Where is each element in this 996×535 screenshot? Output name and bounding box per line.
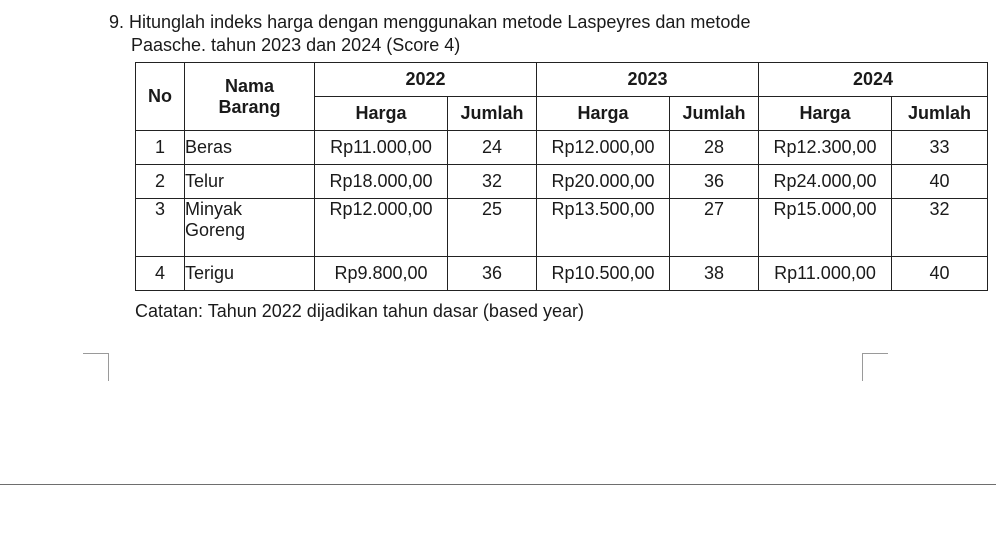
cell-nama <box>185 199 315 257</box>
table-note: Catatan: Tahun 2022 dijadikan tahun dasar (based year) <box>135 301 584 321</box>
cell-jumlah: 32 <box>892 199 988 257</box>
cell-jumlah: 27 <box>670 199 759 257</box>
header-no: No <box>136 63 185 131</box>
header-year-2024: 2024 <box>759 63 988 97</box>
table-row <box>136 165 988 199</box>
cell-jumlah: 24 <box>448 131 537 165</box>
table-row <box>136 257 988 291</box>
table-row <box>136 199 988 257</box>
cell-harga: Rp18.000,00 <box>315 165 448 199</box>
cell-harga: Rp20.000,00 <box>537 165 670 199</box>
cell-jumlah: 38 <box>670 257 759 291</box>
cell-jumlah: 33 <box>892 131 988 165</box>
header-jumlah: Jumlah <box>670 97 759 131</box>
cell-jumlah: 28 <box>670 131 759 165</box>
question-line-2: Paasche. tahun 2023 dan 2024 (Score 4) <box>131 35 461 55</box>
cell-harga: Rp11.000,00 <box>315 131 448 165</box>
header-nama-line2: Barang <box>218 96 281 117</box>
table-header-row <box>136 63 988 97</box>
cell-no: 1 <box>136 131 185 165</box>
cell-harga: Rp13.500,00 <box>537 199 670 257</box>
question-text <box>109 11 969 57</box>
cell-nama: Terigu <box>185 257 315 291</box>
price-table <box>135 62 988 291</box>
cell-jumlah: 25 <box>448 199 537 257</box>
cell-jumlah: 36 <box>448 257 537 291</box>
header-jumlah: Jumlah <box>448 97 537 131</box>
header-year-2022: 2022 <box>315 63 537 97</box>
page-divider <box>0 484 996 485</box>
cell-harga: Rp11.000,00 <box>759 257 892 291</box>
table-row <box>136 131 988 165</box>
header-harga: Harga <box>537 97 670 131</box>
header-nama-line1: Nama <box>224 75 275 96</box>
cell-nama: Beras <box>185 131 315 165</box>
cell-harga: Rp12.000,00 <box>537 131 670 165</box>
cell-harga: Rp12.000,00 <box>315 199 448 257</box>
question-line-1: 9. Hitunglah indeks harga dengan menggunakan metode Laspeyres dan metode <box>109 12 751 32</box>
cell-no: 3 <box>136 199 185 257</box>
header-harga: Harga <box>315 97 448 131</box>
cell-nama-line2: Goreng <box>185 220 246 240</box>
cell-no: 2 <box>136 165 185 199</box>
cell-jumlah: 32 <box>448 165 537 199</box>
cell-harga: Rp15.000,00 <box>759 199 892 257</box>
cell-jumlah: 40 <box>892 257 988 291</box>
cell-jumlah: 40 <box>892 165 988 199</box>
cell-nama: Telur <box>185 165 315 199</box>
header-jumlah: Jumlah <box>892 97 988 131</box>
page-corner-mark-right <box>862 353 888 381</box>
cell-nama-line1: Minyak <box>185 199 243 219</box>
cell-jumlah: 36 <box>670 165 759 199</box>
cell-harga: Rp12.300,00 <box>759 131 892 165</box>
cell-harga: Rp10.500,00 <box>537 257 670 291</box>
cell-harga: Rp24.000,00 <box>759 165 892 199</box>
cell-no: 4 <box>136 257 185 291</box>
header-nama-barang <box>185 63 315 131</box>
header-year-2023: 2023 <box>537 63 759 97</box>
page-corner-mark-left <box>83 353 109 381</box>
header-harga: Harga <box>759 97 892 131</box>
cell-harga: Rp9.800,00 <box>315 257 448 291</box>
